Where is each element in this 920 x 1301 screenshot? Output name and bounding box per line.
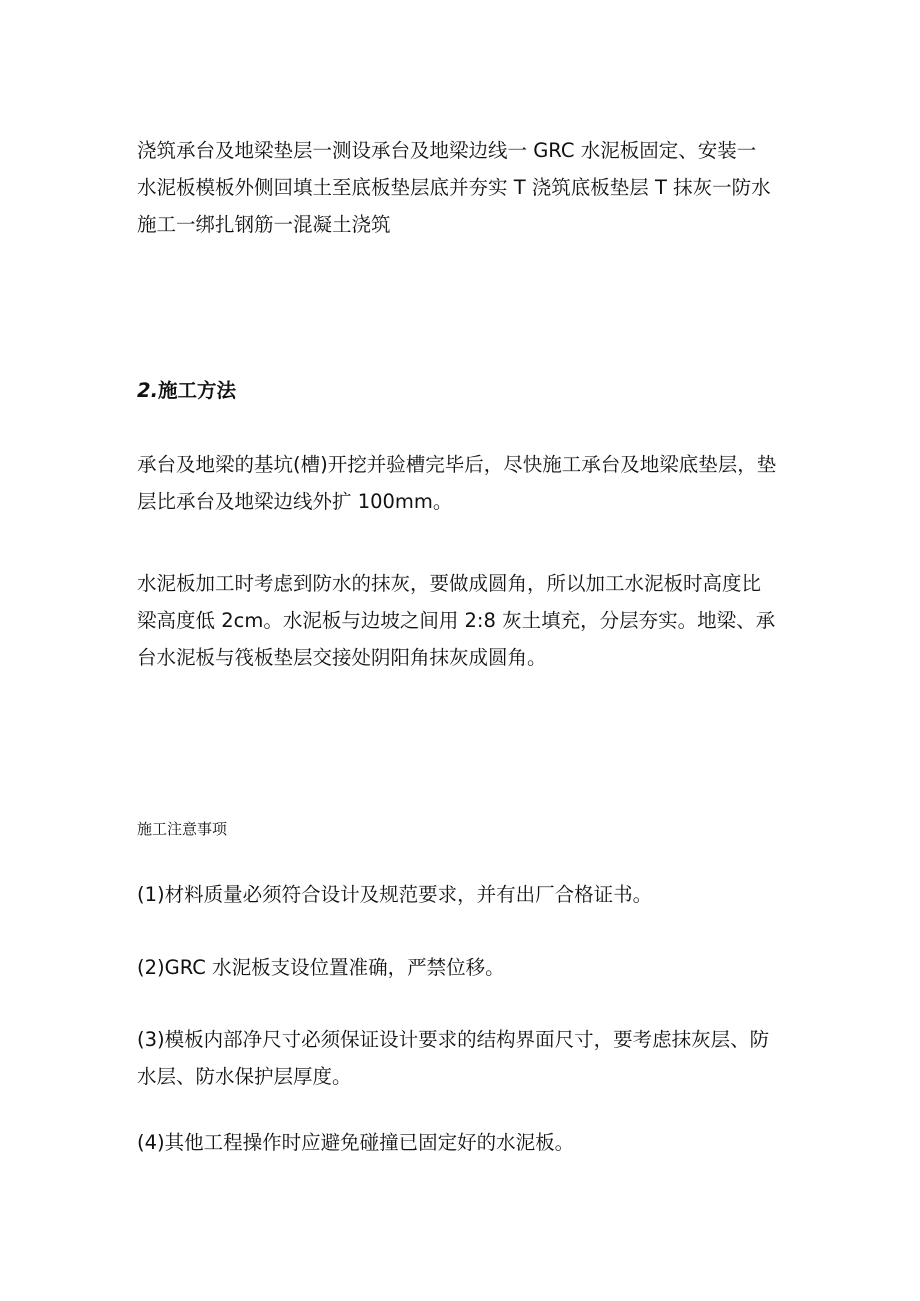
paragraph-line: 承台及地梁的基坑(槽)开挖并验槽完毕后，尽快施工承台及地梁底垫层，垫: [137, 453, 777, 476]
method-paragraph-1: [137, 446, 787, 520]
section-title: 施工方法: [157, 379, 236, 402]
note-line: (1)材料质量必须符合设计及规范要求，并有出厂合格证书。: [137, 883, 653, 906]
note-line: (2)GRC 水泥板支设位置准确，严禁位移。: [137, 956, 505, 979]
paragraph-line: 施工一绑扎钢筋一混凝土浇筑: [137, 213, 391, 236]
paragraph-line: 浇筑承台及地梁垫层一测设承台及地梁边线一 GRC 水泥板固定、安装一: [137, 139, 757, 162]
note-line: 水层、防水保护层厚度。: [137, 1065, 352, 1088]
section-number: 2.: [137, 379, 158, 402]
section-heading: [137, 372, 236, 409]
paragraph-line: 梁高度低 2cm。水泥板与边坡之间用 2:8 灰土填充，分层夯实。地梁、承: [137, 609, 776, 632]
note-item-4: [137, 1124, 574, 1161]
construction-sequence-paragraph: [137, 132, 787, 243]
paragraph-line: 层比承台及地梁边线外扩 100mm。: [137, 490, 453, 513]
note-line: (3)模板内部净尺寸必须保证设计要求的结构界面尺寸，要考虑抹灰层、防: [137, 1028, 770, 1051]
method-paragraph-2: [137, 565, 787, 676]
note-line: (4)其他工程操作时应避免碰撞已固定好的水泥板。: [137, 1131, 575, 1154]
paragraph-line: 水泥板加工时考虑到防水的抹灰，要做成圆角，所以加工水泥板时高度比: [137, 572, 762, 595]
paragraph-line: 台水泥板与筏板垫层交接处阴阳角抹灰成圆角。: [137, 646, 547, 669]
note-item-1: [137, 876, 652, 913]
note-item-3: [137, 1021, 769, 1095]
notes-heading: 施工注意事项: [137, 820, 228, 838]
note-item-2: [137, 949, 505, 986]
paragraph-line: 水泥板模板外侧回填土至底板垫层底并夯实 T 浇筑底板垫层 T 抹灰一防水: [137, 176, 771, 199]
